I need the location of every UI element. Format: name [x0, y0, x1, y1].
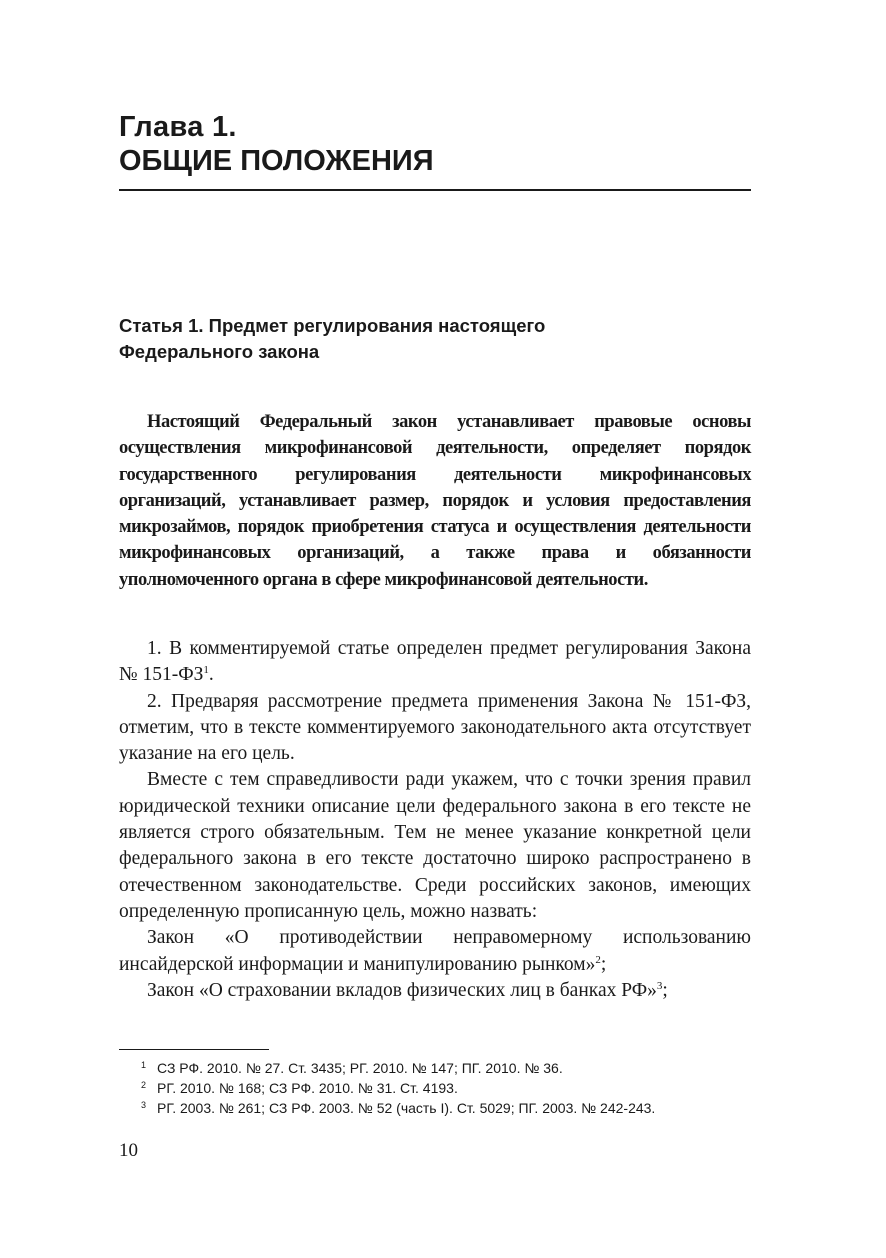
- chapter-title: ОБЩИЕ ПОЛОЖЕНИЯ: [119, 145, 434, 177]
- footnote-3-number: 3: [141, 1100, 147, 1110]
- footnote-ref-2: 2: [595, 953, 601, 966]
- footnotes: [119, 1058, 751, 1118]
- footnote-ref-1: 1: [203, 664, 209, 677]
- article-heading-line2: Федерального закона: [119, 341, 320, 362]
- footnote-ref-3: 3: [656, 979, 663, 992]
- page-number: 10: [119, 1140, 138, 1161]
- article-text: Настоящий Федеральный закон устанавливает правовые основы осуществления микрофинансовой деятельности, определяет порядок государственного регулирования деятельности микрофинансовых организаций, устанавливает размер, порядок и условия предоставления микрозаймов, порядок приобретения статуса и осуществления деятельности микрофинансовых организаций, а также права и обязанности уполномоченного органа в сфере микрофинансовой деятельности.: [119, 412, 751, 590]
- commentary: [119, 636, 751, 1004]
- book-page: [119, 0, 751, 1258]
- commentary-paragraph-4-end: ;: [600, 953, 607, 975]
- commentary-paragraph-1: [119, 636, 751, 689]
- footnote-1-number: 1: [141, 1060, 147, 1070]
- commentary-paragraph-5: [119, 978, 751, 1004]
- chapter-label: Глава 1.: [119, 111, 237, 143]
- chapter-divider: [119, 189, 751, 191]
- footnote-3: [119, 1098, 751, 1118]
- commentary-paragraph-1-text: 1. В комментируемой статье определен предмет регулирования Закона № 151-ФЗ: [119, 638, 751, 686]
- footnote-1: [119, 1058, 751, 1078]
- article-heading: [119, 313, 751, 365]
- footnote-divider: [119, 1049, 269, 1050]
- footnote-3-text: РГ. 2003. № 261; СЗ РФ. 2003. № 52 (часть I). Ст. 5029; ПГ. 2003. № 242-243.: [157, 1100, 656, 1116]
- commentary-paragraph-4: [119, 925, 751, 978]
- commentary-paragraph-1-end: .: [208, 664, 214, 686]
- commentary-paragraph-4-text: Закон «О противодействии неправомерному использованию инсайдерской информации и манипулированию рынком»: [119, 927, 751, 975]
- commentary-paragraph-5-end: ;: [662, 979, 668, 1001]
- commentary-paragraph-5-text: Закон «О страховании вкладов физических лиц в банках РФ»: [147, 979, 657, 1001]
- footnote-2-text: РГ. 2010. № 168; СЗ РФ. 2010. № 31. Ст. 4193.: [157, 1080, 458, 1096]
- commentary-paragraph-2: 2. Предваряя рассмотрение предмета применения Закона № 151-ФЗ, отметим, что в тексте комментируемого законодательного акта отсутствует указание на его цель.: [119, 690, 751, 765]
- footnote-2-number: 2: [141, 1080, 147, 1090]
- footnote-1-text: СЗ РФ. 2010. № 27. Ст. 3435; РГ. 2010. № 147; ПГ. 2010. № 36.: [157, 1060, 563, 1076]
- commentary-paragraph-3: Вместе с тем справедливости ради укажем, что с точки зрения правил юридической техники описание цели федерального закона в его тексте не является строго обязательным. Тем не менее указание конкретной цели федерального закона в его тексте достаточно широко распространено в отечественном законодательстве. Среди российских законов, имеющих определенную прописанную цель, можно назвать:: [119, 769, 751, 922]
- footnote-2: [119, 1078, 751, 1098]
- article-heading-line1: Статья 1. Предмет регулирования настоящего: [119, 315, 546, 336]
